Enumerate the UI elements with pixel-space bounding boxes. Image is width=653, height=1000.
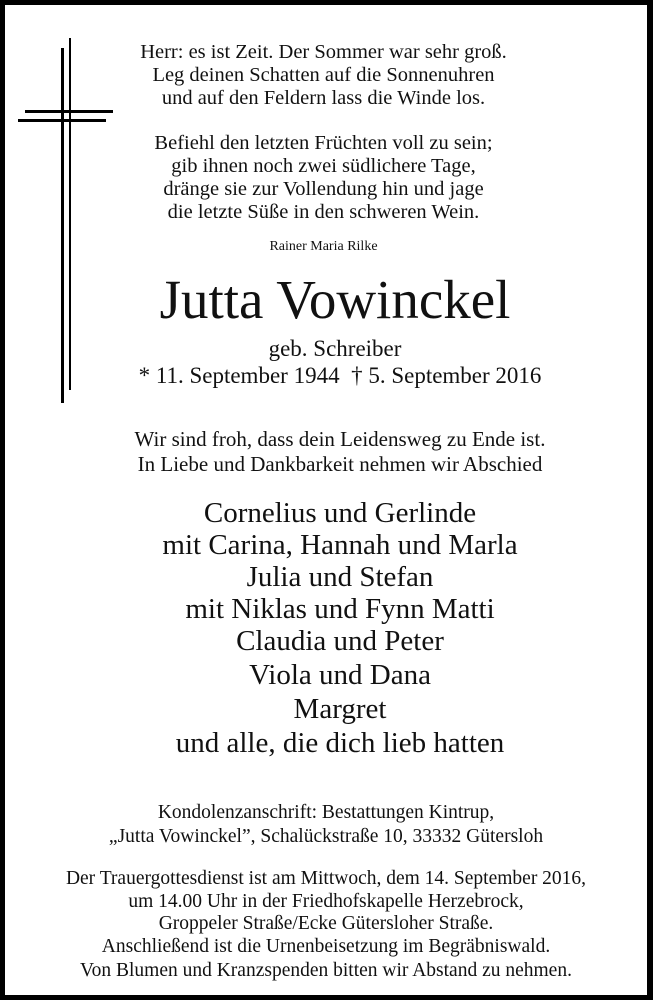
condolence-line: „Jutta Vowinckel”, Schalückstraße 10, 33332 Gütersloh bbox=[108, 826, 544, 847]
service-line: um 14.00 Uhr in der Friedhofskapelle Herzebrock, bbox=[128, 890, 524, 912]
mourner-line: mit Carina, Hannah und Marla bbox=[162, 529, 518, 561]
poem-line: Leg deinen Schatten auf die Sonnenuhren bbox=[152, 64, 495, 86]
poem bbox=[105, 41, 542, 224]
poem-line: dränge sie zur Vollendung hin und jage bbox=[163, 178, 484, 200]
mourner-line: und alle, die dich lieb hatten bbox=[175, 727, 505, 759]
service-line: Der Trauergottesdienst ist am Mittwoch, dem 14. September 2016, bbox=[65, 868, 587, 889]
mourner-line: mit Niklas und Fynn Matti bbox=[185, 593, 495, 625]
condolence-line: Kondolenzanschrift: Bestattungen Kintrup, bbox=[157, 802, 495, 823]
mourner-line: Viola und Dana bbox=[249, 659, 431, 691]
poem-line: die letzte Süße in den schweren Wein. bbox=[167, 201, 480, 223]
farewell-line: Wir sind froh, dass dein Leidensweg zu Ende ist. bbox=[134, 427, 546, 451]
deceased-name: Jutta Vowinckel bbox=[159, 269, 511, 330]
condolence-address bbox=[15, 801, 637, 849]
mourner-line: Margret bbox=[293, 693, 387, 725]
flowers-notice: Von Blumen und Kranzspenden bitten wir Abstand zu nehmen. bbox=[80, 960, 572, 981]
obituary-notice bbox=[5, 5, 647, 995]
mourner-line: Cornelius und Gerlinde bbox=[203, 497, 477, 529]
maiden-name: geb. Schreiber bbox=[268, 336, 402, 361]
funeral-service-info bbox=[15, 868, 637, 958]
mourner-line: Julia und Stefan bbox=[246, 561, 434, 593]
farewell-text bbox=[75, 427, 605, 477]
life-dates: * 11. September 1944 † 5. September 2016 bbox=[138, 363, 542, 388]
mourner-line: Claudia und Peter bbox=[236, 625, 444, 657]
cross-horizontal-line-top bbox=[25, 110, 113, 113]
service-line: Anschließend ist die Urnenbeisetzung im Begräbniswald. bbox=[101, 935, 551, 957]
poem-line: Herr: es ist Zeit. Der Sommer war sehr groß. bbox=[140, 41, 507, 63]
farewell-line: In Liebe und Dankbarkeit nehmen wir Abschied bbox=[137, 452, 543, 476]
service-line: Groppeler Straße/Ecke Gütersloher Straße. bbox=[158, 913, 494, 934]
poem-line: Befiehl den letzten Früchten voll zu sein; bbox=[154, 132, 493, 154]
poem-line: gib ihnen noch zwei südlichere Tage, bbox=[171, 155, 476, 177]
cross-horizontal-line-bottom bbox=[18, 119, 106, 122]
poem-author: Rainer Maria Rilke bbox=[269, 239, 378, 254]
cross-vertical-line-left bbox=[61, 48, 64, 403]
cross-vertical-line-right bbox=[69, 38, 71, 390]
mourners-list bbox=[75, 496, 605, 760]
poem-line: und auf den Feldern lass die Winde los. bbox=[161, 87, 486, 109]
